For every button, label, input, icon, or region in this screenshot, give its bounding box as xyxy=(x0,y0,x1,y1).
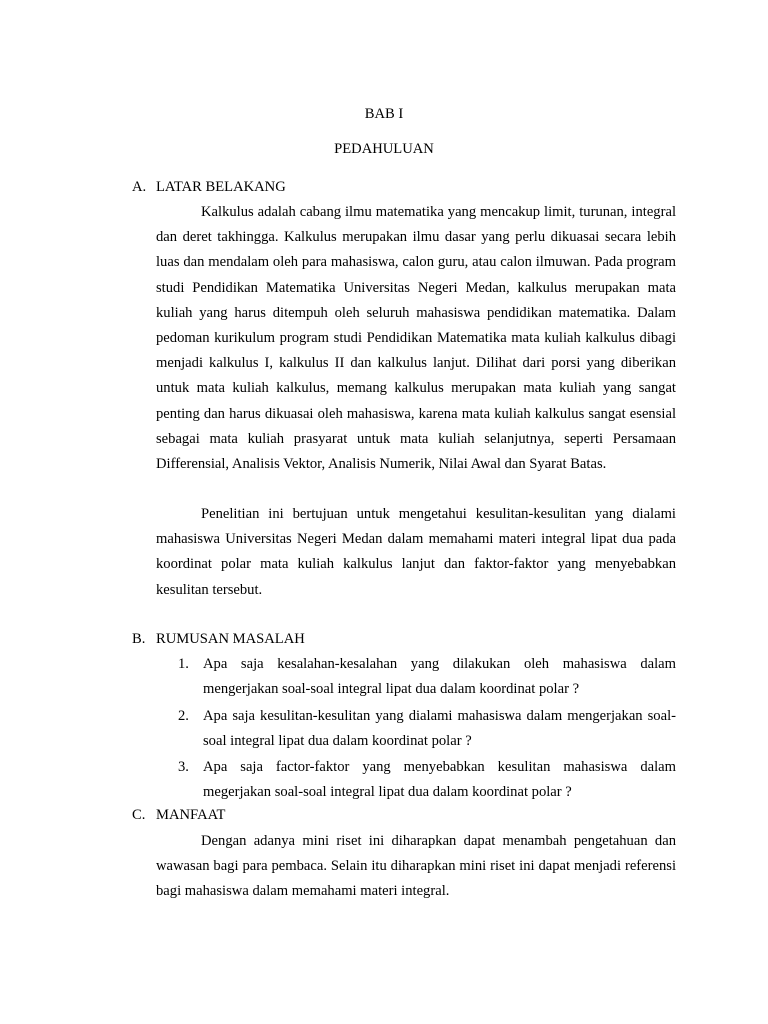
list-item xyxy=(156,704,676,754)
list-item-number: 1. xyxy=(178,656,189,672)
section-heading-c xyxy=(132,805,225,825)
section-letter-c: C. xyxy=(132,807,146,823)
section-heading-b xyxy=(132,629,305,649)
list-item-text: Apa saja factor-faktor yang menyebabkan kesulitan mahasiswa dalam megerjakan soal-soal integral lipat dua dalam koordinat polar ? xyxy=(203,759,676,801)
list-item-number: 3. xyxy=(178,759,189,776)
section-title-c: MANFAAT xyxy=(156,807,226,823)
list-item-number: 2. xyxy=(178,707,189,724)
problem-statement-list xyxy=(156,652,676,807)
section-title-b: RUMUSAN MASALAH xyxy=(156,631,305,647)
section-letter-a: A. xyxy=(132,179,147,195)
list-item-text: Apa saja kesulitan-kesulitan yang dialami mahasiswa dalam mengerjakan soal-soal integral lipat dua dalam koordinat polar ? xyxy=(203,707,676,749)
section-letter-b: B. xyxy=(132,631,146,647)
section-title-a: LATAR BELAKANG xyxy=(156,179,286,195)
section-heading-a xyxy=(132,177,286,197)
background-paragraph-1: Kalkulus adalah cabang ilmu matematika yang mencakup limit, turunan, integral dan deret takhingga. Kalkulus merupakan ilmu dasar yang perlu dikuasai secara lebih luas dan mendalam oleh para mahasiswa, calon guru, atau calon ilmuwan. Pada program studi Pendidikan Matematika Universitas Negeri Medan, kalkulus merupakan mata kuliah yang harus ditempuh oleh seluruh mahasiswa pendidikan matematika. Dalam pedoman kurikulum program studi Pendidikan Matematika mata kuliah kalkulus dibagi menjadi kalkulus I, kalkulus II dan kalkulus lanjut. Dilihat dari porsi yang diberikan untuk mata kuliah kalkulus, memang kalkulus merupakan mata kuliah yang sangat penting dan harus dikuasai oleh mahasiswa, karena mata kuliah kalkulus sangat esensial sebagai mata kuliah prasyarat untuk mata kuliah selanjutnya, seperti Persamaan Differensial, Analisis Vektor, Analisis Numerik, Nilai Awal dan Syarat Batas. xyxy=(156,204,676,473)
benefit-paragraph: Dengan adanya mini riset ini diharapkan dapat menambah pengetahuan dan wawasan bagi para pembaca. Selain itu diharapkan mini riset ini dapat menjadi referensi bagi mahasiswa dalam memahami materi integral. xyxy=(156,833,676,900)
background-paragraph-2: Penelitian ini bertujuan untuk mengetahui kesulitan-kesulitan yang dialami mahasiswa Universitas Negeri Medan dalam memahami materi integral lipat dua pada koordinat polar mata kuliah kalkulus lanjut dan faktor-faktor yang menyebabkan kesulitan tersebut. xyxy=(156,506,676,598)
chapter-title: PEDAHULUAN xyxy=(334,141,434,157)
chapter-label: BAB I xyxy=(364,106,404,122)
list-item-text: Apa saja kesalahan-kesalahan yang dilakukan oleh mahasiswa dalam mengerjakan soal-soal integral lipat dua dalam koordinat polar ? xyxy=(203,656,676,698)
list-item xyxy=(156,755,676,805)
list-item xyxy=(156,652,676,702)
